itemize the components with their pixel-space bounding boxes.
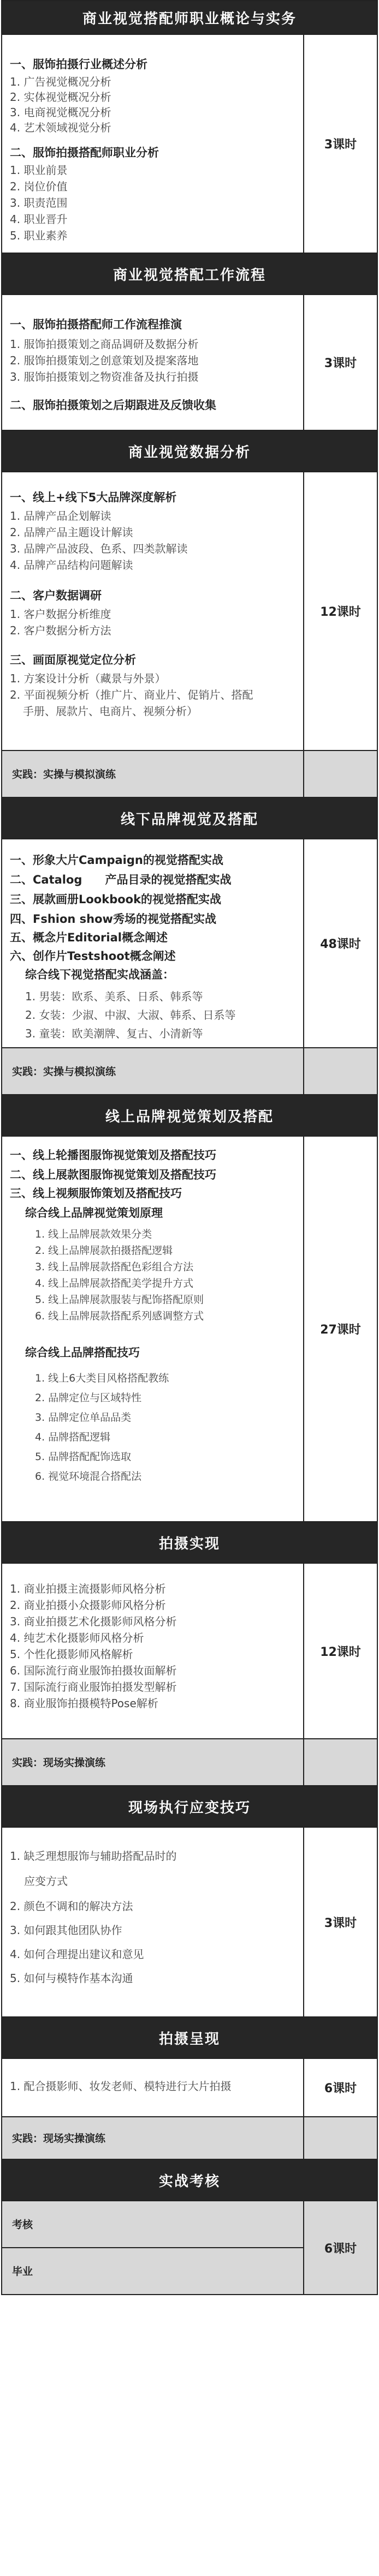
- outline-item: 7. 国际流行商业服饰拍摄发型解析: [10, 1680, 177, 1694]
- practice-label: 实践：现场实操演练: [12, 2133, 106, 2145]
- section-body: [2, 472, 377, 751]
- section-header: [2, 1522, 377, 1564]
- section-body: [2, 2201, 377, 2294]
- hours-cell: [304, 839, 377, 1047]
- outline-item: 4. 职业晋升: [10, 213, 68, 226]
- section-header: [2, 1095, 377, 1137]
- outline-heading: 五、概念片Editorial概念阐述: [10, 931, 168, 944]
- practice-label: 实践：实操与模拟演练: [12, 768, 116, 780]
- hours-label: 27课时: [320, 1323, 361, 1337]
- outline-item: 3. 商业拍摄艺术化摄影师风格分析: [10, 1615, 177, 1628]
- graduation-label: 毕业: [12, 2266, 33, 2278]
- outline-heading: 一、服饰拍摄搭配师工作流程推演: [10, 318, 182, 331]
- outline-heading: 三、画面原视觉定位分析: [10, 653, 136, 666]
- outline-item: 2. 服饰拍摄策划之创意策划及提案落地: [10, 354, 199, 367]
- hours-label: 3课时: [324, 138, 357, 152]
- section-header: [2, 1, 377, 35]
- outline-item: 4. 艺术领域视觉分析: [10, 121, 111, 134]
- section-content: [2, 2059, 304, 2116]
- section-header: [2, 254, 377, 295]
- outline-item: 3. 如何跟其他团队协作: [10, 1924, 122, 1937]
- section-title: 线下品牌视觉及搭配: [120, 811, 258, 828]
- outline-item: 3. 职责范围: [10, 196, 68, 209]
- outline-heading: 二、线上展款图服饰视觉策划及搭配技巧: [10, 1168, 216, 1181]
- outline-heading: 二、服饰拍摄搭配师职业分析: [10, 146, 159, 159]
- outline-item: 1. 品牌产品企划解读: [10, 509, 111, 523]
- section-title: 拍摄呈现: [158, 2031, 220, 2047]
- outline-heading: 一、服饰拍摄行业概述分析: [10, 58, 147, 71]
- outline-item: 5. 个性化摄影师风格解析: [10, 1648, 133, 1661]
- outline-item: 3. 童装：欧美潮牌、复古、小清新等: [25, 1027, 203, 1040]
- outline-item: 2. 线上品牌展款拍摄搭配逻辑: [35, 1245, 173, 1257]
- assessment-cells: [2, 2201, 304, 2294]
- outline-item: 8. 商业服饰拍摄模特Pose解析: [10, 1697, 158, 1710]
- practice-row: [2, 751, 377, 798]
- assessment-label: 考核: [12, 2219, 33, 2231]
- outline-item: 2. 实体视觉概况分析: [10, 91, 111, 104]
- outline-item: 1. 职业前景: [10, 164, 68, 177]
- outline-item: 2. 岗位价值: [10, 180, 68, 193]
- section-title: 商业视觉数据分析: [128, 444, 251, 461]
- section-body: [2, 839, 377, 1048]
- section-content: [2, 1564, 304, 1738]
- outline-heading: 三、展款画册Lookbook的视觉搭配实战: [10, 893, 222, 906]
- outline-heading: 二、服饰拍摄策划之后期跟进及反馈收集: [10, 399, 216, 412]
- outline-item: 4. 线上品牌展款搭配美学提升方式: [35, 1277, 194, 1289]
- assessment-row: [2, 2201, 303, 2248]
- hours-cell: [304, 295, 377, 430]
- outline-item: 3. 服饰拍摄策划之物资准备及执行拍摄: [10, 370, 199, 383]
- outline-item: 1. 商业拍摄主流摄影师风格分析: [10, 1582, 166, 1595]
- outline-item: 2. 品牌定位与区域特性: [35, 1392, 142, 1404]
- hours-label: 12课时: [320, 1645, 361, 1659]
- outline-item: 3. 品牌定位单品品类: [35, 1412, 132, 1424]
- outline-item: 手册、展款片、电商片、视频分析）: [23, 705, 198, 718]
- practice-row: [2, 1739, 377, 1786]
- section-body: [2, 35, 377, 254]
- course-table: [1, 0, 378, 2295]
- outline-item: 3. 电商视觉概况分析: [10, 106, 111, 119]
- hours-label: 12课时: [320, 605, 361, 619]
- outline-item: 1. 男装：欧系、美系、日系、韩系等: [25, 990, 203, 1003]
- practice-hours-cell: [304, 751, 377, 797]
- hours-cell: [304, 2201, 377, 2294]
- outline-heading: 一、线上轮播图服饰视觉策划及搭配技巧: [10, 1149, 216, 1162]
- outline-heading: 二、Catalog 产品目录的视觉搭配实战: [10, 873, 232, 886]
- section-header: [2, 2160, 377, 2201]
- hours-label: 48课时: [320, 938, 361, 951]
- outline-heading: 四、Fshion show秀场的视觉搭配实战: [10, 912, 216, 926]
- section-header: [2, 1786, 377, 1828]
- outline-item: 1. 客户数据分析维度: [10, 608, 111, 621]
- section-title: 实战考核: [158, 2173, 220, 2190]
- section-title: 商业视觉搭配工作流程: [112, 267, 266, 284]
- section-title: 拍摄实现: [158, 1535, 220, 1552]
- outline-item: 应变方式: [24, 1875, 68, 1888]
- outline-item: 6. 视觉环境混合搭配法: [35, 1470, 142, 1482]
- practice-hours-cell: [304, 1048, 377, 1094]
- section-content: [2, 1137, 304, 1521]
- section-body: [2, 295, 377, 431]
- section-header: [2, 2017, 377, 2059]
- outline-item: 5. 品牌搭配配饰选取: [35, 1451, 132, 1463]
- outline-heading: 二、客户数据调研: [10, 589, 102, 602]
- outline-item: 2. 平面视频分析（推广片、商业片、促销片、搭配: [10, 688, 253, 701]
- outline-item: 1. 服饰拍摄策划之商品调研及数据分析: [10, 338, 199, 351]
- section-title: 线上品牌视觉策划及搭配: [105, 1108, 274, 1125]
- outline-item: 2. 客户数据分析方法: [10, 624, 111, 637]
- outline-heading: 综合线下视觉搭配实战涵盖：: [25, 968, 174, 981]
- outline-item: 5. 如何与模特作基本沟通: [10, 1972, 133, 1985]
- hours-label: 3课时: [324, 1916, 357, 1930]
- section-header: [2, 431, 377, 472]
- outline-item: 6. 线上品牌展款搭配系列感调整方式: [35, 1310, 204, 1322]
- outline-heading: 三、线上视频服饰策划及搭配技巧: [10, 1187, 182, 1200]
- outline-item: 6. 国际流行商业服饰拍摄妆面解析: [10, 1664, 177, 1677]
- hours-label: 6课时: [324, 2082, 357, 2095]
- practice-hours-cell: [304, 1739, 377, 1785]
- section-body: [2, 1828, 377, 2017]
- practice-label: 实践：现场实操演练: [12, 1757, 106, 1769]
- graduation-row: [2, 2248, 303, 2294]
- section-body: [2, 2059, 377, 2117]
- section-content: [2, 295, 304, 430]
- practice-row: [2, 2117, 377, 2160]
- section-body: [2, 1564, 377, 1739]
- hours-label: 3课时: [324, 357, 357, 370]
- section-content: [2, 839, 304, 1047]
- outline-heading: 一、线上+线下5大品牌深度解析: [10, 491, 177, 504]
- outline-item: 3. 品牌产品波段、色系、四类款解读: [10, 542, 188, 555]
- section-content: [2, 472, 304, 750]
- outline-item: 2. 品牌产品主题设计解读: [10, 526, 133, 539]
- practice-cell: [2, 1048, 304, 1094]
- outline-item: 2. 女装：少淑、中淑、大淑、韩系、日系等: [25, 1008, 236, 1022]
- practice-cell: [2, 2117, 304, 2159]
- outline-item: 2. 颜色不调和的解决方法: [10, 1900, 133, 1913]
- hours-cell: [304, 1137, 377, 1521]
- outline-item: 4. 品牌产品结构问题解读: [10, 559, 133, 572]
- hours-cell: [304, 2059, 377, 2116]
- outline-heading: 综合线上品牌搭配技巧: [25, 1346, 140, 1359]
- outline-item: 1. 线上6大类目风格搭配教练: [35, 1372, 169, 1384]
- outline-item: 1. 广告视觉概况分析: [10, 75, 111, 88]
- outline-item: 1. 配合摄影师、妆发老师、模特进行大片拍摄: [10, 2080, 232, 2093]
- outline-heading: 一、形象大片Campaign的视觉搭配实战: [10, 854, 223, 867]
- section-header: [2, 798, 377, 839]
- outline-item: 3. 线上品牌展款搭配色彩组合方法: [35, 1261, 194, 1273]
- outline-item: 1. 方案设计分析（藏景与外景）: [10, 672, 166, 685]
- section-title: 商业视觉搭配师职业概论与实务: [82, 10, 297, 27]
- section-content: [2, 35, 304, 253]
- hours-label: 6课时: [324, 2242, 357, 2256]
- outline-item: 5. 职业素养: [10, 229, 68, 242]
- outline-item: 4. 纯艺术化摄影师风格分析: [10, 1631, 144, 1644]
- practice-cell: [2, 751, 304, 797]
- outline-item: 4. 如何合理提出建议和意见: [10, 1948, 144, 1961]
- section-body: [2, 1137, 377, 1522]
- outline-heading: 综合线上品牌视觉策划原理: [25, 1206, 163, 1220]
- practice-hours-cell: [304, 2117, 377, 2159]
- practice-row: [2, 1048, 377, 1095]
- hours-cell: [304, 472, 377, 750]
- hours-cell: [304, 1828, 377, 2016]
- hours-cell: [304, 35, 377, 253]
- outline-item: 2. 商业拍摄小众摄影师风格分析: [10, 1599, 166, 1612]
- outline-item: 5. 线上品牌展款服装与配饰搭配原则: [35, 1294, 204, 1306]
- outline-heading: 六、创作片Testshoot概念阐述: [10, 950, 176, 963]
- practice-cell: [2, 1739, 304, 1785]
- outline-item: 4. 品牌搭配逻辑: [35, 1431, 111, 1443]
- outline-item: 1. 缺乏理想服饰与辅助搭配品时的: [10, 1850, 177, 1863]
- section-content: [2, 1828, 304, 2016]
- outline-item: 1. 线上品牌展款效果分类: [35, 1228, 152, 1240]
- hours-cell: [304, 1564, 377, 1738]
- practice-label: 实践：实操与模拟演练: [12, 1066, 116, 1078]
- section-title: 现场执行应变技巧: [128, 1799, 251, 1816]
